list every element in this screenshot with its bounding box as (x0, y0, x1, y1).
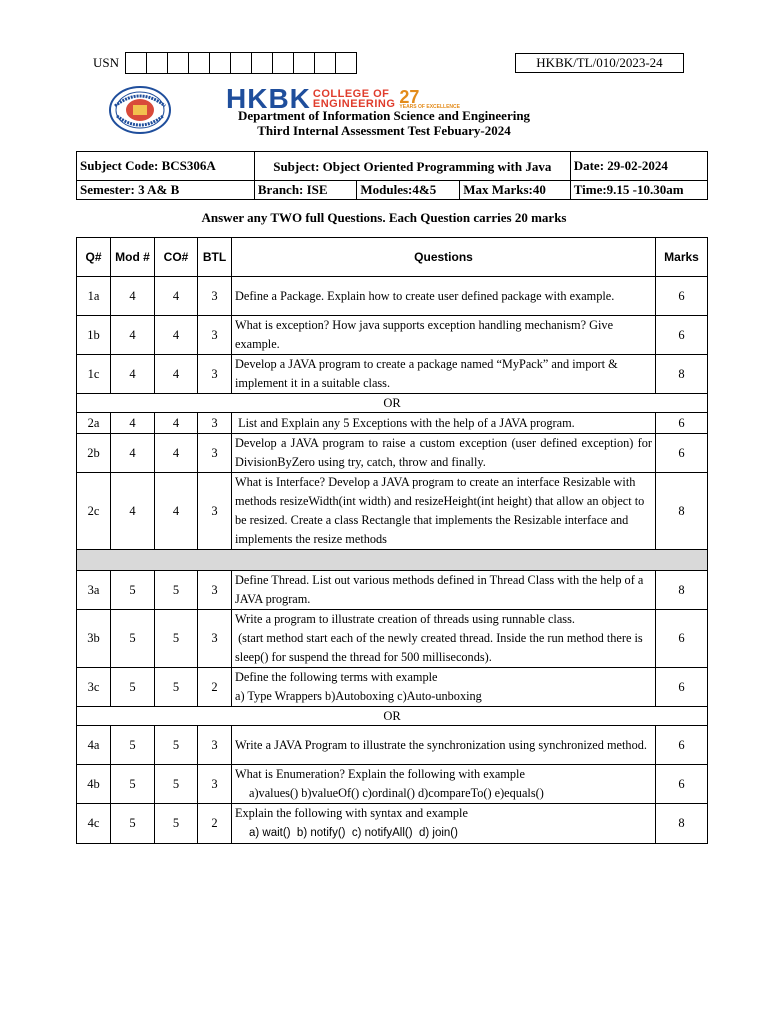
usn-box (209, 52, 231, 74)
or-label: OR (77, 707, 708, 726)
q-btl: 2 (198, 804, 232, 844)
brand-years (399, 86, 460, 110)
q-btl: 3 (198, 571, 232, 610)
table-row (77, 571, 708, 610)
q-text: Write a JAVA Program to illustrate the synchronization using synchronized method. (232, 726, 656, 765)
header-marks: Marks (656, 238, 708, 277)
table-row (77, 610, 708, 668)
q-marks: 8 (656, 804, 708, 844)
usn-box (314, 52, 336, 74)
usn-box (335, 52, 357, 74)
q-btl: 3 (198, 473, 232, 550)
branch: Branch: ISE (254, 181, 357, 200)
q-btl: 3 (198, 413, 232, 434)
q-btl: 3 (198, 355, 232, 394)
usn-box (188, 52, 210, 74)
q-text-line: (start method start each of the newly created thread. Inside the run method there is sleep() for suspend the thread for 500 milliseconds). (235, 631, 646, 664)
q-text: Define Thread. List out various methods defined in Thread Class with the help of a JAVA program. (232, 571, 656, 610)
q-text-line: a) Type Wrappers b)Autoboxing c)Auto-unboxing (235, 689, 482, 703)
brand-sub-line-2: ENGINEERING (312, 98, 396, 110)
table-row (77, 804, 708, 844)
q-module: 5 (111, 571, 155, 610)
subject-name: Subject: Object Oriented Programming with Java (254, 152, 570, 181)
q-text (232, 610, 656, 668)
table-row (77, 277, 708, 316)
q-number: 4b (77, 765, 111, 804)
table-row (77, 316, 708, 355)
q-module: 5 (111, 804, 155, 844)
q-number: 1a (77, 277, 111, 316)
q-text-line: Write a program to illustrate creation of threads using runnable class. (235, 612, 575, 626)
header-btl: BTL (198, 238, 232, 277)
or-row (77, 394, 708, 413)
q-co: 4 (155, 413, 198, 434)
q-number: 2a (77, 413, 111, 434)
q-text-line: What is Enumeration? Explain the following with example (235, 767, 525, 781)
q-co: 5 (155, 726, 198, 765)
q-module: 4 (111, 413, 155, 434)
table-row (77, 726, 708, 765)
or-row (77, 707, 708, 726)
exam-date: Date: 29-02-2024 (570, 152, 707, 181)
separator-row (77, 550, 708, 571)
q-module: 4 (111, 473, 155, 550)
q-module: 5 (111, 668, 155, 707)
header-questions: Questions (232, 238, 656, 277)
q-number: 4a (77, 726, 111, 765)
q-number: 3c (77, 668, 111, 707)
document-code: HKBK/TL/010/2023-24 (515, 53, 684, 73)
q-co: 5 (155, 571, 198, 610)
q-marks: 8 (656, 473, 708, 550)
q-co: 4 (155, 434, 198, 473)
separator-cell (77, 550, 708, 571)
exam-info-table (76, 151, 708, 200)
q-text (232, 765, 656, 804)
q-marks: 6 (656, 316, 708, 355)
q-btl: 3 (198, 765, 232, 804)
q-text: List and Explain any 5 Exceptions with the help of a JAVA program. (232, 413, 656, 434)
q-marks: 6 (656, 726, 708, 765)
q-text-line: Explain the following with syntax and example (235, 806, 468, 820)
q-co: 5 (155, 668, 198, 707)
usn-box (230, 52, 252, 74)
q-btl: 3 (198, 316, 232, 355)
table-row (77, 413, 708, 434)
q-module: 4 (111, 316, 155, 355)
q-marks: 6 (656, 610, 708, 668)
q-marks: 8 (656, 571, 708, 610)
q-number: 1b (77, 316, 111, 355)
q-module: 4 (111, 434, 155, 473)
test-title: Third Internal Assessment Test Febuary-2024 (257, 123, 511, 138)
q-module: 4 (111, 277, 155, 316)
q-text: Define a Package. Explain how to create user defined package with example. (232, 277, 656, 316)
q-btl: 3 (198, 277, 232, 316)
table-row (77, 473, 708, 550)
modules: Modules:4&5 (357, 181, 460, 200)
usn-box (125, 52, 147, 74)
usn-box (251, 52, 273, 74)
header-co: CO# (155, 238, 198, 277)
table-row (77, 765, 708, 804)
table-row (77, 668, 708, 707)
header-mod: Mod # (111, 238, 155, 277)
table-row (77, 355, 708, 394)
q-text-line: a)values() b)valueOf() c)ordinal() d)compareTo() e)equals() (249, 786, 544, 800)
q-number: 2c (77, 473, 111, 550)
q-number: 4c (77, 804, 111, 844)
table-row (77, 434, 708, 473)
usn-box (272, 52, 294, 74)
q-number: 2b (77, 434, 111, 473)
q-marks: 6 (656, 668, 708, 707)
semester: Semester: 3 A& B (77, 181, 255, 200)
q-text (232, 804, 656, 844)
instruction: Answer any TWO full Questions. Each Question carries 20 marks (201, 210, 567, 225)
q-module: 5 (111, 610, 155, 668)
q-module: 4 (111, 355, 155, 394)
usn-label: USN (93, 55, 120, 70)
q-marks: 6 (656, 413, 708, 434)
table-header-row (77, 238, 708, 277)
q-text-line: Define the following terms with example (235, 670, 438, 684)
brand-years-number: 27 (399, 86, 420, 107)
usn-box (293, 52, 315, 74)
header-q: Q# (77, 238, 111, 277)
q-co: 5 (155, 610, 198, 668)
q-marks: 6 (656, 765, 708, 804)
q-text: What is exception? How java supports exception handling mechanism? Give example. (232, 316, 656, 355)
q-text: Develop a JAVA program to raise a custom exception (user defined exception) for DivisionByZero using try, catch, throw and finally. (232, 434, 656, 473)
brand-sub-line-1: COLLEGE OF (312, 88, 390, 100)
q-text (232, 668, 656, 707)
q-text: What is Interface? Develop a JAVA program to create an interface Resizable with methods resizeWidth(int width) and resizeHeight(int height) that allow an object to be resized. Create a class Rectangle that implements the Resizable interface and implements the resize methods (232, 473, 656, 550)
department-title: Department of Information Science and Engineering (237, 108, 531, 123)
q-number: 3a (77, 571, 111, 610)
q-btl: 3 (198, 434, 232, 473)
q-co: 5 (155, 804, 198, 844)
q-number: 3b (77, 610, 111, 668)
q-text-line: a) wait() b) notify() c) notifyAll() d) join() (249, 827, 458, 839)
usn-boxes (126, 52, 357, 74)
q-marks: 6 (656, 434, 708, 473)
q-text: Develop a JAVA program to create a package named “MyPack” and import & implement it in a suitable class. (232, 355, 656, 394)
q-btl: 2 (198, 668, 232, 707)
brand-sub (313, 89, 396, 109)
questions-table (76, 237, 708, 844)
subject-code: Subject Code: BCS306A (77, 152, 255, 181)
exam-time: Time:9.15 -10.30am (570, 181, 707, 200)
q-marks: 8 (656, 355, 708, 394)
q-co: 5 (155, 765, 198, 804)
usn-box (167, 52, 189, 74)
q-number: 1c (77, 355, 111, 394)
or-label: OR (77, 394, 708, 413)
max-marks: Max Marks:40 (460, 181, 571, 200)
q-module: 5 (111, 726, 155, 765)
brand-main: HKBK (226, 83, 311, 114)
q-co: 4 (155, 473, 198, 550)
brand-years-caption: YEARS OF EXCELLENCE (399, 103, 460, 110)
q-co: 4 (155, 316, 198, 355)
q-co: 4 (155, 277, 198, 316)
q-btl: 3 (198, 610, 232, 668)
usn-box (146, 52, 168, 74)
q-marks: 6 (656, 277, 708, 316)
q-btl: 3 (198, 726, 232, 765)
q-module: 5 (111, 765, 155, 804)
q-co: 4 (155, 355, 198, 394)
